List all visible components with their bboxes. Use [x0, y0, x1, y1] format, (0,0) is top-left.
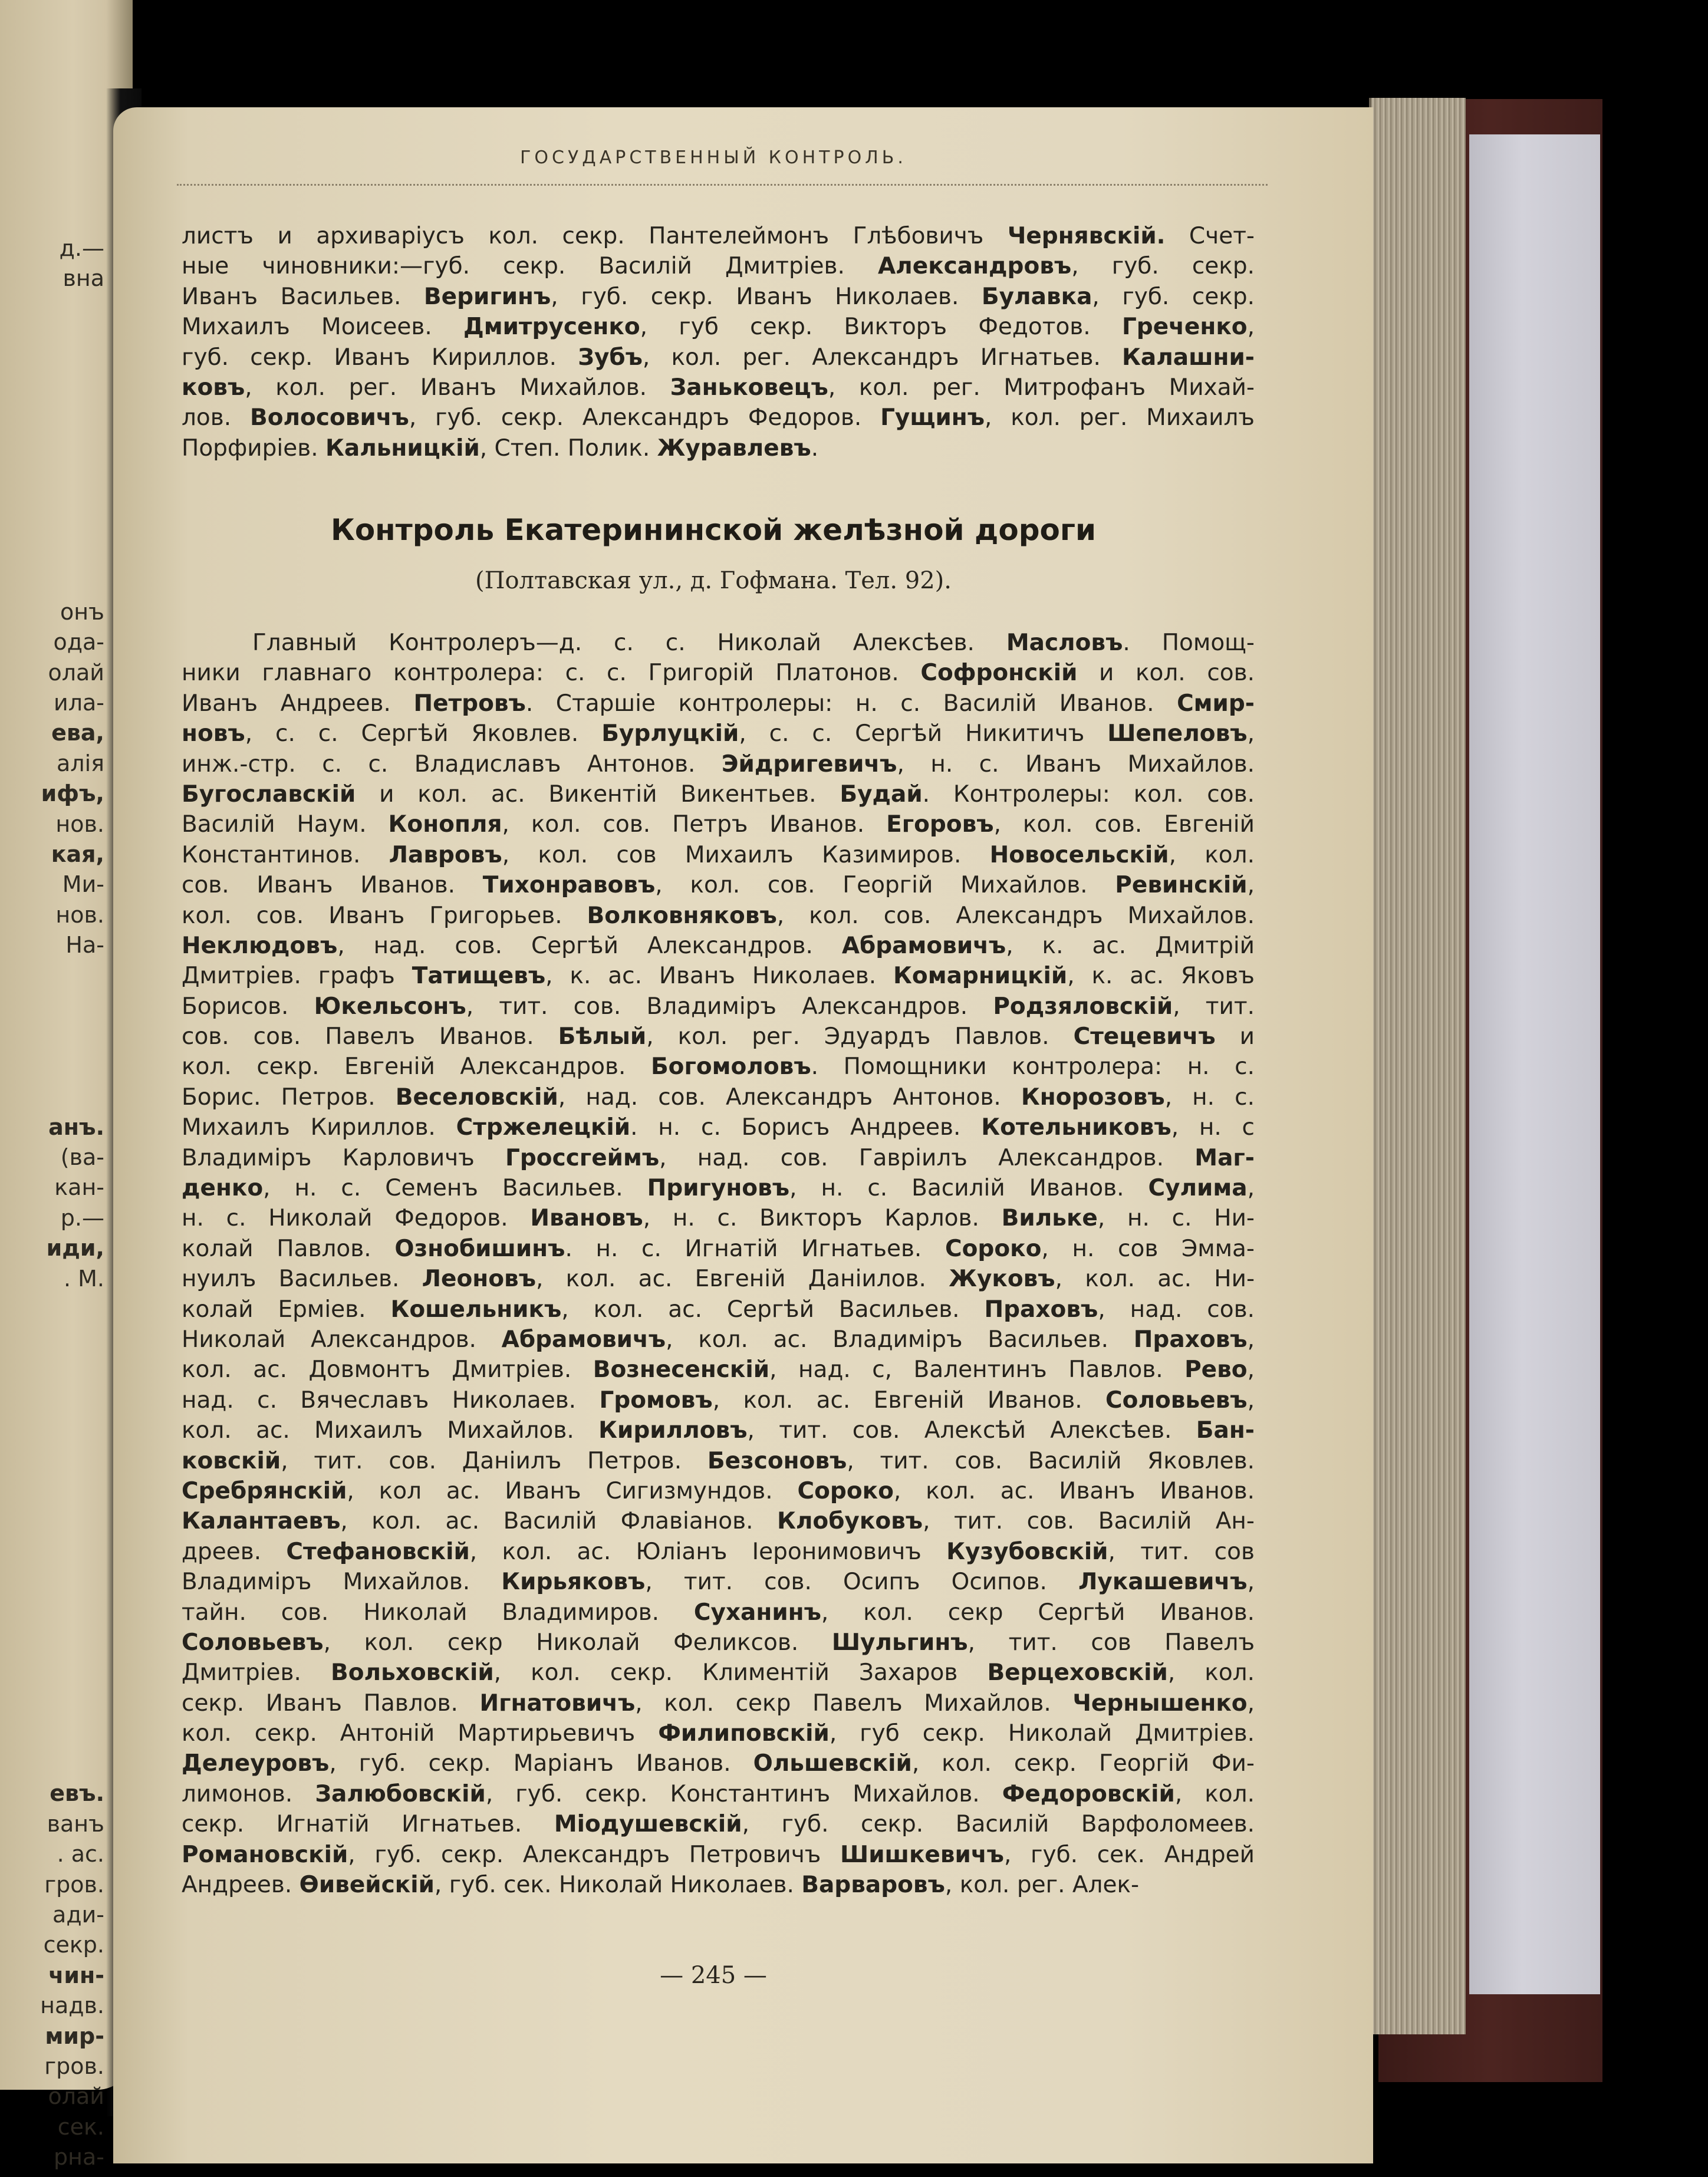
section-line: колай Павлов. Ознобишинъ. н. с. Игнатій Игнатьев. Сороко, н. сов Эмма-	[182, 1235, 1255, 1262]
surname: денко	[182, 1175, 264, 1202]
surname: Абрамовичъ	[841, 932, 1006, 959]
section-line: Романовскій, губ. секр. Александръ Петровичъ Шишкевичъ, губ. сек. Андрей	[182, 1841, 1255, 1868]
surname: Громовъ	[599, 1386, 713, 1414]
left-page-fragment: гров.	[44, 1871, 104, 1898]
surname: Егоровъ	[886, 811, 994, 838]
left-page-fragment: ванъ	[47, 1810, 104, 1837]
intro-line: Михаилъ Моисеев. Дмитрусенко, губ секр. Викторъ Федотов. Греченко,	[182, 314, 1255, 341]
surname: Вольховскій	[330, 1659, 494, 1687]
section-line: Неклюдовъ, над. сов. Сергѣй Александров. Абрамовичъ, к. ас. Дмитрій	[182, 932, 1255, 959]
section-line: лимонов. Залюбовскій, губ. секр. Константинъ Михайлов. Федоровскій, кол.	[182, 1780, 1255, 1807]
surname: Верцеховскій	[987, 1659, 1168, 1687]
surname: Эйдригевичъ	[721, 750, 897, 778]
surname: Чернышенко	[1072, 1689, 1248, 1717]
surname: Суханинъ	[693, 1599, 821, 1626]
section-line: Иванъ Андреев. Петровъ. Старшіе контролеры: н. с. Василій Иванов. Смир-	[182, 690, 1255, 717]
section-line: сов. Иванъ Иванов. Тихонравовъ, кол. сов. Георгій Михайлов. Ревинскій,	[182, 872, 1255, 899]
surname: Соловьевъ	[1105, 1386, 1248, 1414]
surname: Новосельскій	[989, 841, 1169, 868]
surname: Залюбовскій	[315, 1780, 486, 1807]
surname: Кирьяковъ	[501, 1569, 646, 1596]
surname: Ревинскій	[1115, 872, 1248, 899]
surname: новъ	[182, 720, 245, 747]
section-line: Делеуровъ, губ. секр. Маріанъ Иванов. Ольшевскій, кол. секр. Георгій Фи-	[182, 1750, 1255, 1777]
surname: Маг-	[1194, 1144, 1255, 1171]
surname: Бѣлый	[558, 1023, 647, 1050]
left-page-fragment: надв.	[40, 1992, 104, 2019]
left-page-fragment: . ас.	[57, 1841, 104, 1868]
page-number: — 245 —	[660, 1962, 767, 1989]
left-page-fragment: кая,	[51, 841, 104, 867]
section-line: Константинов. Лавровъ, кол. сов Михаилъ Казимиров. Новосельскій, кол.	[182, 841, 1255, 868]
endpaper-card	[1469, 134, 1600, 1994]
running-head: ГОСУДАРСТВЕННЫЙ КОНТРОЛЬ.	[520, 147, 907, 168]
header-rule	[177, 184, 1268, 186]
section-line: денко, н. с. Семенъ Васильев. Пригуновъ, н. с. Василій Иванов. Сулима,	[182, 1175, 1255, 1202]
surname: Федоровскій	[1002, 1780, 1175, 1807]
section-line: н. с. Николай Федоров. Ивановъ, н. с. Викторъ Карлов. Вильке, н. с. Ни-	[182, 1205, 1255, 1232]
surname: Софронскій	[920, 660, 1078, 687]
section-line: нуилъ Васильев. Леоновъ, кол. ас. Евгеній Даніилов. Жуковъ, кол. ас. Ни-	[182, 1266, 1255, 1293]
section-line: Дмитріев. Вольховскій, кол. секр. Климентій Захаров Верцеховскій, кол.	[182, 1659, 1255, 1687]
section-line: колай Ерміев. Кошельникъ, кол. ас. Сергѣй Васильев. Праховъ, над. сов.	[182, 1296, 1255, 1323]
left-page-fragment: иди,	[46, 1235, 104, 1262]
surname: Юкельсонъ	[314, 993, 466, 1020]
left-page-fragment: ева,	[51, 720, 104, 746]
surname: Волосовичъ	[249, 404, 409, 432]
surname: Жуковъ	[949, 1266, 1055, 1293]
left-page-fragment: . М.	[63, 1265, 104, 1292]
surname: Шишкевичъ	[840, 1841, 1004, 1868]
surname: Котельниковъ	[981, 1114, 1171, 1141]
surname: Леоновъ	[422, 1266, 537, 1293]
surname: Сороко	[945, 1235, 1042, 1262]
section-line: ковскій, тит. сов. Даніилъ Петров. Безсоновъ, тит. сов. Василій Яковлев.	[182, 1447, 1255, 1474]
left-page-fragment: онъ	[60, 598, 104, 625]
surname: Варваровъ	[801, 1872, 945, 1899]
surname: Веригинъ	[423, 283, 551, 310]
section-paragraph	[182, 628, 1255, 1900]
section-line: кол. ас. Михаилъ Михайлов. Кирилловъ, тит. сов. Алексѣй Алексѣев. Бан-	[182, 1417, 1255, 1444]
surname: Греченко	[1121, 314, 1248, 341]
left-page-fragment: р.—	[60, 1204, 104, 1231]
left-page-fragment: олай	[48, 659, 104, 686]
surname: Гроссгеймъ	[505, 1144, 660, 1171]
surname: Тихонравовъ	[482, 872, 656, 899]
left-page-fragment: д.—	[59, 235, 104, 261]
section-line: ники главнаго контролера: с. с. Григорій Платонов. Софронскій и кол. сов.	[182, 660, 1255, 687]
surname: Кошельникъ	[390, 1296, 562, 1323]
surname: Родзяловскій	[993, 993, 1173, 1020]
surname: Сороко	[797, 1477, 894, 1504]
surname: Смир-	[1177, 690, 1255, 717]
left-page-fragment: нов.	[55, 901, 104, 928]
surname: Веселовскій	[395, 1083, 558, 1111]
surname: Ольшевскій	[753, 1750, 912, 1777]
section-line: Михаилъ Кириллов. Стржелецкій. н. с. Борисъ Андреев. Котельниковъ, н. с	[182, 1114, 1255, 1141]
surname: Лавровъ	[389, 841, 502, 868]
section-line: Борис. Петров. Веселовскій, над. сов. Александръ Антонов. Кнорозовъ, н. с.	[182, 1083, 1255, 1111]
surname: ковскій	[182, 1447, 281, 1474]
surname: Заньковецъ	[670, 374, 828, 401]
left-page-fragment: (ва-	[60, 1144, 104, 1170]
left-page-fragment: рна-	[54, 2144, 104, 2171]
section-line: Андреев. Ѳивейскій, губ. сек. Николай Николаев. Варваровъ, кол. рег. Алек-	[182, 1872, 1140, 1899]
surname: Зубъ	[578, 344, 643, 371]
surname: Романовскій	[182, 1841, 348, 1868]
surname: Міодушевскій	[554, 1811, 742, 1838]
surname: Стржелецкій	[456, 1114, 631, 1141]
surname: Ознобишинъ	[394, 1235, 565, 1262]
surname: Вознесенскій	[593, 1356, 770, 1384]
section-line: над. с. Вячеславъ Николаев. Громовъ, кол. ас. Евгеній Иванов. Соловьевъ,	[182, 1386, 1255, 1414]
section-line: кол. ас. Довмонтъ Дмитріев. Вознесенскій, над. с, Валентинъ Павлов. Рево,	[182, 1356, 1255, 1384]
surname: Праховъ	[1133, 1326, 1248, 1353]
surname: Комарницкій	[893, 963, 1068, 990]
surname: Калантаевъ	[182, 1508, 341, 1535]
surname: Волковняковъ	[587, 902, 777, 929]
left-page-fragment: евъ.	[50, 1780, 104, 1807]
left-page-fragment: мир-	[45, 2023, 104, 2049]
section-line: Бугославскій и кол. ас. Викентій Викентьев. Будай. Контролеры: кол. сов.	[182, 780, 1255, 808]
section-line: Николай Александров. Абрамовичъ, кол. ас. Владиміръ Васильев. Праховъ,	[182, 1326, 1255, 1353]
section-line: Калантаевъ, кол. ас. Василій Флавіанов. Клобуковъ, тит. сов. Василій Ан-	[182, 1508, 1255, 1535]
surname: Ивановъ	[530, 1205, 643, 1232]
surname: Гущинъ	[880, 404, 985, 432]
surname: Бугославскій	[182, 780, 356, 808]
left-page-fragment: ади-	[52, 1902, 104, 1928]
surname: Шульгинъ	[831, 1629, 968, 1656]
left-page-fragment: секр.	[43, 1932, 104, 1958]
left-page-fragment: ила-	[54, 690, 104, 716]
section-line: Главный Контролеръ—д. с. с. Николай Алексѣев. Масловъ. Помощ-	[252, 630, 1255, 656]
left-page-fragment: ода-	[53, 629, 104, 656]
surname: Богомоловъ	[650, 1053, 811, 1081]
surname: Калашни-	[1122, 344, 1255, 371]
surname: Татищевъ	[412, 963, 546, 990]
surname: Бан-	[1196, 1417, 1255, 1444]
section-line: кол. секр. Евгеній Александров. Богомоловъ. Помощники контролера: н. с.	[182, 1053, 1255, 1081]
left-page-fragment: гров.	[44, 2053, 104, 2079]
surname: Бурлуцкій	[601, 720, 739, 747]
surname: Чернявскій.	[1007, 223, 1166, 249]
intro-line: Иванъ Васильев. Веригинъ, губ. секр. Иванъ Николаев. Булавка, губ. секр.	[182, 283, 1255, 310]
surname: Абрамовичъ	[501, 1326, 666, 1353]
intro-line: губ. секр. Иванъ Кириллов. Зубъ, кол. рег. Александръ Игнатьев. Калашни-	[182, 344, 1255, 371]
intro-paragraph	[182, 221, 1255, 463]
surname: Кирилловъ	[598, 1417, 748, 1444]
left-page-fragment: анъ.	[48, 1114, 104, 1140]
left-page-fragment: кан-	[54, 1174, 104, 1201]
surname: Масловъ	[1006, 630, 1123, 656]
section-line: кол. секр. Антоній Мартирьевичъ Филиповскій, губ секр. Николай Дмитріев.	[182, 1720, 1255, 1747]
surname: Праховъ	[984, 1296, 1098, 1323]
section-line: Соловьевъ, кол. секр Николай Феликсов. Шульгинъ, тит. сов Павелъ	[182, 1629, 1255, 1656]
section-line: дреев. Стефановскій, кол. ас. Юліанъ Іеронимовичъ Кузубовскій, тит. сов	[182, 1538, 1255, 1565]
section-line: Владиміръ Карловичъ Гроссгеймъ, над. сов. Гавріилъ Александров. Маг-	[182, 1144, 1255, 1171]
section-line: тайн. сов. Николай Владимиров. Суханинъ, кол. секр Сергѣй Иванов.	[182, 1599, 1255, 1626]
surname: Вильке	[1001, 1205, 1098, 1232]
surname: Журавлевъ	[657, 434, 811, 462]
section-line: секр. Игнатій Игнатьев. Міодушевскій, губ. секр. Василій Варфоломеев.	[182, 1811, 1255, 1838]
surname: Кальницкій	[325, 434, 480, 462]
intro-line: ные чиновники:—губ. секр. Василій Дмитріев. Александровъ, губ. секр.	[182, 253, 1255, 280]
surname: Стефановскій	[286, 1538, 470, 1565]
section-address: (Полтавская ул., д. Гофмана. Тел. 92).	[475, 567, 952, 594]
surname: Шепеловъ	[1107, 720, 1248, 747]
surname: Петровъ	[413, 690, 526, 717]
surname: Булавка	[981, 283, 1092, 310]
section-line: кол. сов. Иванъ Григорьев. Волковняковъ, кол. сов. Александръ Михайлов.	[182, 902, 1255, 929]
section-line: Василій Наум. Конопля, кол. сов. Петръ Иванов. Егоровъ, кол. сов. Евгеній	[182, 811, 1255, 838]
surname: Александровъ	[878, 253, 1072, 280]
surname: Дмитрусенко	[463, 314, 640, 341]
section-heading: Контроль Екатерининской желѣзной дороги	[330, 513, 1097, 547]
surname: Ѳивейскій	[299, 1872, 435, 1899]
surname: Кнорозовъ	[1021, 1083, 1165, 1111]
left-page-fragment: Ми-	[62, 871, 104, 898]
page-edges	[1369, 98, 1466, 2034]
surname: Неклюдовъ	[182, 932, 338, 959]
surname: Безсоновъ	[707, 1447, 847, 1474]
left-page-fragment: олай	[48, 2083, 104, 2110]
left-page-fragment: вна	[62, 265, 104, 292]
surname: Сребрянскій	[182, 1477, 347, 1504]
intro-line: лов. Волосовичъ, губ. секр. Александръ Федоров. Гущинъ, кол. рег. Михаилъ	[182, 404, 1255, 432]
intro-line: ковъ, кол. рег. Иванъ Михайлов. Заньковецъ, кол. рег. Митрофанъ Михай-	[182, 374, 1255, 401]
surname: Пригуновъ	[647, 1175, 790, 1202]
surname: Филиповскій	[658, 1720, 830, 1747]
surname: ковъ	[182, 374, 245, 401]
section-line: новъ, с. с. Сергѣй Яковлев. Бурлуцкій, с. с. Сергѣй Никитичъ Шепеловъ,	[182, 720, 1255, 747]
surname: Стецевичъ	[1073, 1023, 1216, 1050]
surname: Делеуровъ	[182, 1750, 330, 1777]
section-line: сов. сов. Павелъ Иванов. Бѣлый, кол. рег. Эдуардъ Павлов. Стецевичъ и	[182, 1023, 1255, 1050]
intro-line: Порфиріев. Кальницкій, Степ. Полик. Журавлевъ.	[182, 434, 819, 462]
left-page-fragment: чин-	[48, 1962, 104, 1988]
left-page-fragment: нов.	[55, 811, 104, 837]
left-page-fragment: сек.	[57, 2113, 104, 2140]
surname: Клобуковъ	[776, 1508, 923, 1535]
section-line: инж.-стр. с. с. Владиславъ Антонов. Эйдригевичъ, н. с. Иванъ Михайлов.	[182, 750, 1255, 778]
left-page-fragment: ифъ,	[41, 780, 104, 807]
surname: Соловьевъ	[182, 1629, 324, 1656]
intro-line: листъ и архиваріусъ кол. секр. Пантелеймонъ Глѣбовичъ Чернявскій. Счет-	[182, 223, 1255, 249]
left-page-fragment: На-	[65, 932, 104, 959]
surname: Кузубовскій	[946, 1538, 1108, 1565]
surname: Лукашевичъ	[1078, 1569, 1248, 1596]
left-page-fragment: алія	[57, 750, 104, 776]
section-line: Борисов. Юкельсонъ, тит. сов. Владиміръ Александров. Родзяловскій, тит.	[182, 993, 1255, 1020]
section-line: Сребрянскій, кол ас. Иванъ Сигизмундов. Сороко, кол. ас. Иванъ Иванов.	[182, 1477, 1255, 1504]
section-line: секр. Иванъ Павлов. Игнатовичъ, кол. секр Павелъ Михайлов. Чернышенко,	[182, 1689, 1255, 1717]
surname: Рево	[1184, 1356, 1248, 1384]
section-line: Дмитріев. графъ Татищевъ, к. ас. Иванъ Николаев. Комарницкій, к. ас. Яковъ	[182, 963, 1255, 990]
surname: Игнатовичъ	[479, 1689, 636, 1717]
section-line: Владиміръ Михайлов. Кирьяковъ, тит. сов. Осипъ Осипов. Лукашевичъ,	[182, 1569, 1255, 1596]
surname: Сулима	[1148, 1175, 1248, 1202]
surname: Конопля	[388, 811, 502, 838]
surname: Будай	[840, 780, 923, 808]
